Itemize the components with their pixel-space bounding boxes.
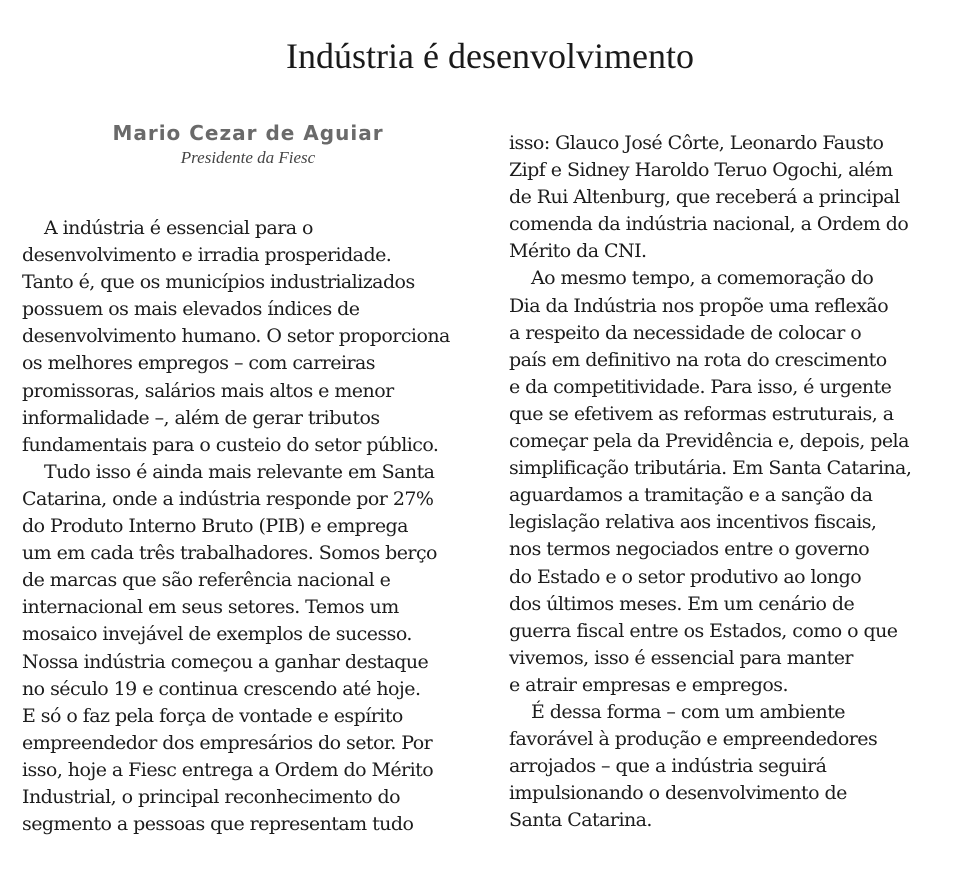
text-line: que se efetivem as reformas estruturais, a bbox=[509, 402, 894, 425]
text-line: possuem os mais elevados índices de bbox=[22, 298, 360, 321]
text-line: Industrial, o principal reconhecimento do bbox=[22, 785, 401, 808]
text-line: arrojados – que a indústria seguirá bbox=[509, 755, 827, 778]
paragraph-first-line: A indústria é essencial para o bbox=[44, 217, 313, 239]
text-line: favorável à produção e empreendedores bbox=[509, 728, 878, 751]
text-line: isso: Glauco José Côrte, Leonardo Fausto bbox=[509, 132, 884, 154]
text-line: Mérito da CNI. bbox=[509, 240, 647, 263]
text-column-left bbox=[22, 215, 482, 838]
text-line: dos últimos meses. Em um cenário de bbox=[509, 592, 855, 615]
text-line: vivemos, isso é essencial para manter bbox=[509, 646, 853, 669]
text-line: empreendedor dos empresários do setor. Por bbox=[22, 731, 433, 754]
text-line: um em cada três trabalhadores. Somos berço bbox=[22, 542, 437, 565]
text-line: do Estado e o setor produtivo ao longo bbox=[509, 565, 862, 588]
paragraph-first-line: Ao mesmo tempo, a comemoração do bbox=[531, 267, 874, 290]
text-line: Nossa indústria começou a ganhar destaque bbox=[22, 650, 429, 673]
text-line: guerra fiscal entre os Estados, como o que bbox=[509, 619, 898, 642]
text-line: nos termos negociados entre o governo bbox=[509, 538, 870, 561]
text-line: fundamentais para o custeio do setor público. bbox=[22, 433, 439, 456]
paragraph-first-line: Tudo isso é ainda mais relevante em Santa bbox=[44, 460, 435, 483]
text-line: de marcas que são referência nacional e bbox=[22, 569, 391, 592]
author-name: Mario Cezar de Aguiar bbox=[112, 121, 384, 145]
text-line: informalidade –, além de gerar tributos bbox=[22, 406, 380, 429]
text-line: Zipf e Sidney Haroldo Teruo Ogochi, além bbox=[509, 159, 893, 182]
text-line: país em definitivo na rota do crescimento bbox=[509, 348, 887, 371]
text-line: E só o faz pela força de vontade e espírito bbox=[22, 704, 403, 727]
text-line: os melhores empregos – com carreiras bbox=[22, 352, 375, 375]
text-line: legislação relativa aos incentivos fiscais, bbox=[509, 511, 877, 534]
text-line: e da competitividade. Para isso, é urgente bbox=[509, 375, 892, 398]
text-line: Dia da Indústria nos propõe uma reflexão bbox=[509, 294, 889, 317]
text-line: promissoras, salários mais altos e menor bbox=[22, 379, 394, 402]
text-line: segmento a pessoas que representam tudo bbox=[22, 813, 414, 836]
paragraph-first-line: É dessa forma – com um ambiente bbox=[531, 700, 845, 723]
article-title: Indústria é desenvolvimento bbox=[286, 36, 694, 76]
text-line: simplificação tributária. Em Santa Catarina, bbox=[509, 457, 912, 480]
text-line: desenvolvimento humano. O setor proporciona bbox=[22, 325, 450, 348]
text-line: a respeito da necessidade de colocar o bbox=[509, 321, 862, 344]
author-role: Presidente da Fiesc bbox=[180, 148, 316, 167]
text-line: do Produto Interno Bruto (PIB) e emprega bbox=[22, 515, 408, 538]
text-line: desenvolvimento e irradia prosperidade. bbox=[22, 244, 392, 267]
text-line: impulsionando o desenvolvimento de bbox=[509, 782, 847, 805]
text-line: Tanto é, que os municípios industrializados bbox=[22, 271, 415, 294]
text-line: internacional em seus setores. Temos um bbox=[22, 596, 399, 619]
text-column-right bbox=[509, 130, 969, 834]
text-line: Santa Catarina. bbox=[509, 809, 652, 832]
text-line: de Rui Altenburg, que receberá a principal bbox=[509, 186, 900, 209]
text-line: comenda da indústria nacional, a Ordem do bbox=[509, 213, 909, 236]
text-line: no século 19 e continua crescendo até hoje. bbox=[22, 677, 421, 700]
text-line: começar pela da Previdência e, depois, pela bbox=[509, 430, 909, 453]
text-line: mosaico invejável de exemplos de sucesso. bbox=[22, 623, 412, 646]
text-line: isso, hoje a Fiesc entrega a Ordem do Mérito bbox=[22, 758, 434, 781]
text-line: aguardamos a tramitação e a sanção da bbox=[509, 484, 873, 507]
text-line: e atrair empresas e empregos. bbox=[509, 673, 788, 696]
byline bbox=[22, 120, 474, 169]
text-line: Catarina, onde a indústria responde por 27% bbox=[22, 487, 434, 510]
